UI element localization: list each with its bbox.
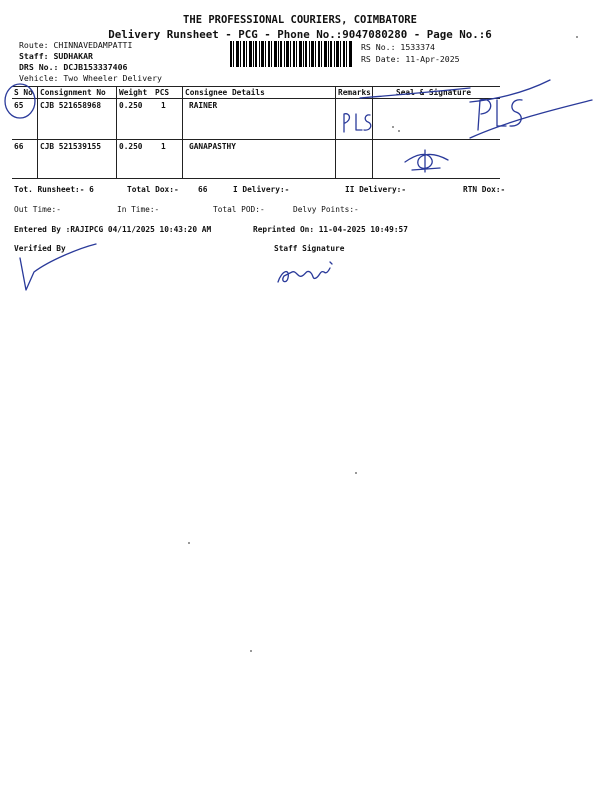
company-title: THE PROFESSIONAL COURIERS, COIMBATORE (183, 14, 417, 26)
table-row-divider (12, 139, 500, 140)
table-top-border (12, 86, 500, 87)
tot-runsheet: Tot. Runsheet:- 6 (14, 185, 94, 194)
row-65-consignee: RAINER (189, 101, 218, 110)
row-66-consignee: GANAPASTHY (189, 142, 236, 151)
row-66-pcs: 1 (161, 142, 166, 151)
table-col-divider (37, 86, 38, 178)
row-65-consignment: CJB 521658968 (40, 101, 102, 110)
staff-signature-label: Staff Signature (274, 244, 345, 253)
ii-delivery: II Delivery:- (345, 185, 407, 194)
column-header-seal: Seal & Signature (396, 88, 472, 97)
column-header-pcs: PCS (155, 88, 170, 97)
table-col-divider (372, 86, 373, 178)
entered-by: Entered By :RAJIPCG 04/11/2025 10:43:20 AM (14, 225, 212, 234)
row-66-sno: 66 (14, 142, 24, 151)
staff-label: Staff: SUDHAKAR (19, 51, 93, 61)
barcode-image (230, 41, 352, 67)
rtn-dox: RTN Dox:- (463, 185, 506, 194)
scan-dot (188, 542, 190, 544)
remarks-handwriting (344, 114, 371, 132)
runsheet-subtitle: Delivery Runsheet - PCG - Phone No.:9047080280 - Page No.:6 (108, 28, 492, 41)
vehicle-label: Vehicle: Two Wheeler Delivery (19, 73, 162, 83)
total-dox-label: Total Dox:- (127, 185, 179, 194)
table-header-border (12, 98, 500, 99)
scan-dot (355, 472, 357, 474)
row-65-pcs: 1 (161, 101, 166, 110)
scan-dot (392, 126, 394, 128)
total-pod: Total POD:- (213, 205, 265, 214)
i-delivery: I Delivery:- (233, 185, 290, 194)
row-65-sno: 65 (14, 101, 24, 110)
delvy-points: Delvy Points:- (293, 205, 359, 214)
route-label: Route: CHINNAVEDAMPATTI (19, 40, 133, 50)
row-65-weight: 0.250 (119, 101, 143, 110)
pen-stroke (470, 100, 592, 138)
table-col-divider (335, 86, 336, 178)
scan-dot (398, 130, 400, 132)
rs-number: RS No.: 1533374 (361, 42, 435, 52)
verified-by-label: Verified By (14, 244, 66, 253)
scan-dot (576, 36, 578, 38)
column-header-consignee: Consignee Details (185, 88, 265, 97)
row-66-consignment: CJB 521539155 (40, 142, 102, 151)
column-header-weight: Weight (119, 88, 148, 97)
column-header-remarks: Remarks (338, 88, 371, 97)
scan-dot (250, 650, 252, 652)
table-bottom-border (12, 178, 500, 179)
staff-signature-handwriting (278, 262, 332, 282)
row-66-weight: 0.250 (119, 142, 143, 151)
column-header-sno: S No (14, 88, 33, 97)
rs-date: RS Date: 11-Apr-2025 (361, 54, 460, 64)
table-col-divider (116, 86, 117, 178)
in-time: In Time:- (117, 205, 160, 214)
drs-number: DRS No.: DCJB153337406 (19, 62, 128, 72)
reprinted-on: Reprinted On: 11-04-2025 10:49:57 (253, 225, 408, 234)
table-col-divider (182, 86, 183, 178)
seal-handwriting (478, 99, 522, 130)
seal-scribble (405, 150, 448, 172)
out-time: Out Time:- (14, 205, 61, 214)
total-dox-value: 66 (198, 185, 208, 194)
column-header-consignment: Consignment No (40, 88, 106, 97)
